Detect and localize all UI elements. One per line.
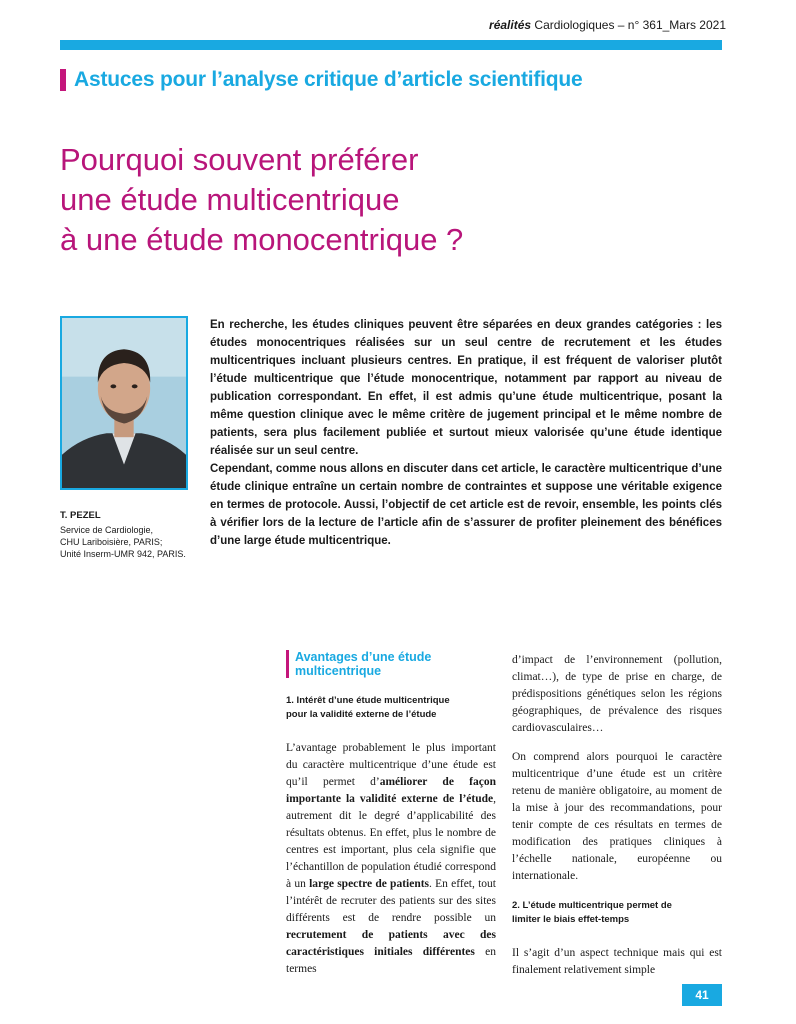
rubric-marker — [60, 69, 66, 91]
journal-brand: réalités — [489, 18, 532, 32]
author-affiliation: CHU Lariboisière, PARIS; — [60, 537, 163, 547]
body-paragraph: d’impact de l’environnement (pollution, climat…), de type de prise en charge, de prédispositions génétiques selon les régions géographiques, de prévalence des risques cardiovasculaires… — [512, 654, 722, 734]
top-accent-bar — [60, 40, 722, 50]
section-marker — [286, 650, 289, 678]
author-name: T. PEZEL — [60, 510, 101, 521]
section-heading — [286, 650, 496, 678]
body-paragraph: On comprend alors pourquoi le caractère multicentrique d’une étude est un critère retenu de manière obligatoire, au moment de la mise à jour des recommandations, pour tenir compte de ces résultats en termes de modification des pratiques cliniques à l’échelle nationale, européenne ou internationale. — [512, 751, 722, 882]
subheading-1: 1. Intérêt d’une étude multicentrique pour la validité externe de l’étude — [286, 695, 450, 720]
body-paragraph: L’avantage probablement le plus important du caractère multicentrique d’une étude est qu’il permet d’améliorer de façon importante la validité externe de l’étude, autrement dit le degré d’applicabilité des résultats obtenus. En effet, plus le nombre de centres est important, plus cela signifie que l’échantillon de population étudié correspond à un large spectre de patients. En effet, tout l’intérêt de recruter des patients sur des sites différents est de rendre possible un recrutement de patients avec des caractéristiques initiales différentes en termes — [286, 742, 497, 975]
intro-abstract — [210, 316, 722, 550]
author-affiliation: Service de Cardiologie, — [60, 525, 154, 535]
page-title — [60, 140, 620, 260]
title-line: à une étude monocentrique ? — [60, 222, 464, 257]
page-number: 41 — [682, 984, 722, 1006]
section-heading-line: multicentrique — [295, 664, 382, 678]
body-column-right — [512, 652, 722, 991]
author-info — [60, 510, 200, 560]
rubric — [60, 68, 583, 92]
body-paragraph: Il s’agit d’un aspect technique mais qui est finalement relativement simple — [512, 947, 722, 976]
author-affiliation: Unité Inserm-UMR 942, PARIS. — [60, 549, 186, 559]
intro-paragraph: Cependant, comme nous allons en discuter dans cet article, le caractère multicentrique d’une étude clinique entraîne un certain nombre de contraintes et suppose une véritable exigence en termes de protocole. Aussi, l’objectif de cet article est de revoir, ensemble, les points clés à vérifier lors de la lecture de l’article afin de s’assurer de profiter pleinement des bénéfices d’une large étude multicentrique. — [210, 463, 722, 547]
section-heading-line: Avantages d’une étude — [295, 650, 432, 664]
title-line: une étude multicentrique — [60, 182, 400, 217]
journal-issue: Cardiologiques – n° 361_Mars 2021 — [531, 18, 726, 32]
subheading-2: 2. L’étude multicentrique permet de limiter le biais effet-temps — [512, 900, 672, 925]
journal-header — [489, 18, 726, 32]
intro-paragraph: En recherche, les études cliniques peuvent être séparées en deux grandes catégories : les études monocentriques réalisées sur un seul centre de recrutement et les études multicentriques incluant plusieurs centres. En pratique, il est fréquent de valoriser plutôt l’étude multicentrique que l’étude monocentrique, notamment par rapport au niveau de publication correspondant. En effet, il est admis qu’une étude multicentrique, posant la même question clinique avec le même critère de jugement principal et le même nombre de patients, sera plus facilement publiée et surtout mieux valorisée qu’une étude identique réalisée sur un seul centre. — [210, 319, 722, 457]
rubric-title: Astuces pour l’analyse critique d’article scientifique — [74, 68, 583, 91]
title-line: Pourquoi souvent préférer — [60, 142, 419, 177]
author-photo — [60, 316, 188, 490]
body-column-left — [286, 650, 496, 990]
